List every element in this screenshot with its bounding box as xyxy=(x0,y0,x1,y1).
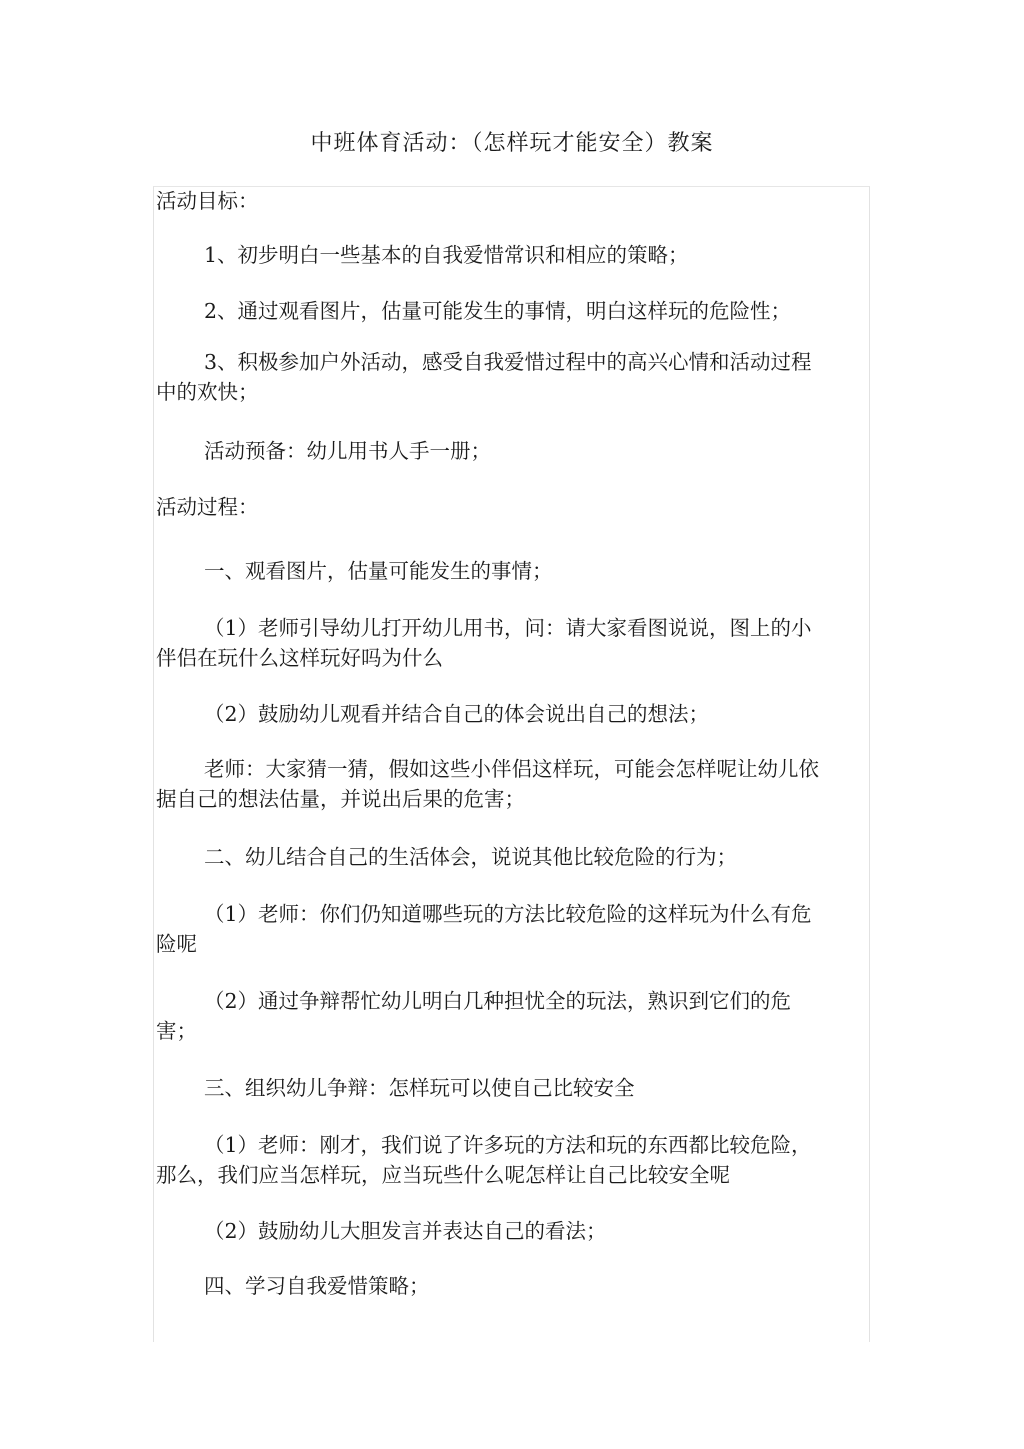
goal-item-2: 2、通过观看图片，估量可能发生的事情，明白这样玩的危险性； xyxy=(204,299,792,323)
section-heading-process: 活动过程： xyxy=(156,495,259,519)
document-title: 中班体育活动：（怎样玩才能安全）教案 xyxy=(310,131,714,156)
step-1-item-1: （1）老师引导幼儿打开幼儿用书，问：请大家看图说说，图上的小伴侣在玩什么这样玩好吗为什么 xyxy=(156,616,812,670)
step-1-teacher: 老师：大家猜一猜，假如这些小伴侣这样玩，可能会怎样呢让幼儿依据自己的想法估量，并说出后果的危害； xyxy=(156,757,819,811)
step-3-heading: 三、组织幼儿争辩：怎样玩可以使自己比较安全 xyxy=(204,1076,635,1100)
step-2-heading: 二、幼儿结合自己的生活体会，说说其他比较危险的行为； xyxy=(204,845,737,869)
goal-item-1: 1、初步明白一些基本的自我爱惜常识和相应的策略； xyxy=(204,243,689,267)
step-2-item-1: （1）老师：你们仍知道哪些玩的方法比较危险的这样玩为什么有危险呢 xyxy=(156,902,812,956)
preparation: 活动预备：幼儿用书人手一册； xyxy=(204,439,491,463)
step-3-item-2: （2）鼓励幼儿大胆发言并表达自己的看法； xyxy=(204,1219,607,1243)
step-2-item-2: （2）通过争辩帮忙幼儿明白几种担忧全的玩法，熟识到它们的危害； xyxy=(156,989,792,1043)
step-1-heading: 一、观看图片，估量可能发生的事情； xyxy=(204,559,553,583)
step-1-item-2: （2）鼓励幼儿观看并结合自己的体会说出自己的想法； xyxy=(204,702,710,726)
step-3-item-1: （1）老师：刚才，我们说了许多玩的方法和玩的东西都比较危险，那么，我们应当怎样玩，应当玩些什么呢怎样让自己比较安全呢 xyxy=(156,1133,812,1187)
goal-item-3: 3、积极参加户外活动，感受自我爱惜过程中的高兴心情和活动过程中的欢快； xyxy=(156,350,812,404)
section-heading-goals: 活动目标： xyxy=(156,189,259,213)
step-4-heading: 四、学习自我爱惜策略； xyxy=(204,1274,430,1298)
